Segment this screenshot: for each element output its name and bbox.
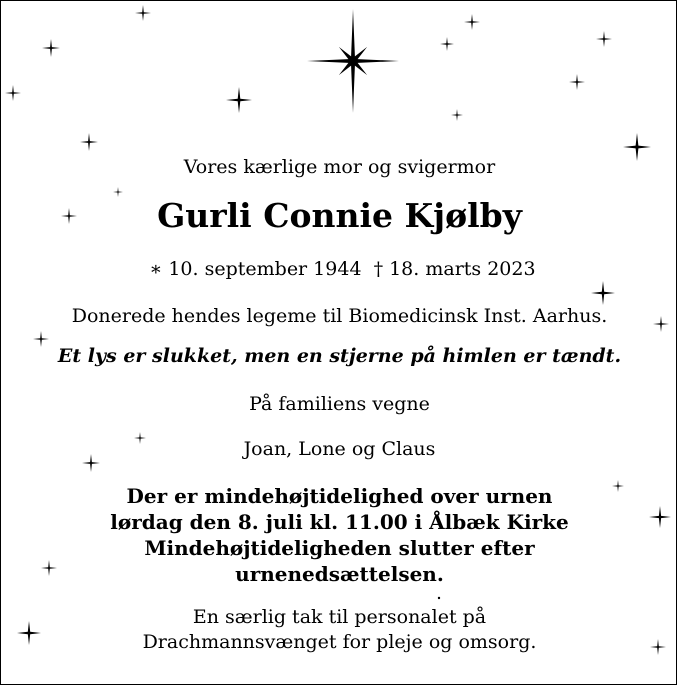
death-date: 18. marts 2023: [389, 258, 536, 280]
memorial-line: Mindehøjtideligheden slutter efter: [144, 536, 535, 560]
thanks-text: [41, 605, 638, 655]
motto-line: Et lys er slukket, men en stjerne på himlen er tændt.: [57, 345, 622, 367]
sparkle-star-icon: [591, 281, 615, 305]
sparkle-star-icon: [649, 506, 671, 528]
memorial-line: lørdag den 8. juli kl. 11.00 i Ålbæk Kirke: [110, 510, 569, 534]
sparkle-star-icon: [17, 621, 41, 645]
thanks-line: Drachmannsvænget for pleje og omsorg.: [142, 631, 537, 653]
sparkle-star-icon: [596, 31, 612, 47]
memorial-announcement: [41, 483, 638, 587]
sparkle-star-icon: [464, 14, 480, 30]
sparkle-star-icon: [33, 331, 49, 347]
sparkle-star-icon: [113, 187, 123, 197]
memorial-line: Der er mindehøjtidelighed over urnen: [126, 484, 553, 508]
sparkle-star-icon: [226, 87, 252, 113]
deceased-name: Gurli Connie Kjølby: [157, 196, 522, 235]
family-names: Joan, Lone og Claus: [243, 438, 436, 460]
memorial-line: urnenedsættelsen.: [235, 562, 444, 586]
sparkle-star-icon: [42, 39, 60, 57]
sparkle-star-icon: [80, 133, 98, 151]
sparkle-star-icon: [135, 5, 151, 21]
sparkle-star-icon: [451, 109, 463, 121]
family-line: På familiens vegne: [249, 393, 430, 415]
sparkle-star-icon: [440, 37, 454, 51]
death-symbol: †: [373, 258, 384, 280]
life-dates: [1, 260, 677, 279]
thanks-line: En særlig tak til personalet på: [192, 606, 487, 628]
intro-line: Vores kærlige mor og svigermor: [183, 156, 496, 178]
birth-date: 10. september 1944: [168, 258, 362, 280]
sparkle-star-icon: [569, 74, 585, 90]
donation-line: Donerede hendes legeme til Biomedicinsk Inst. Aarhus.: [71, 305, 608, 327]
birth-symbol: ∗: [149, 258, 163, 280]
sparkle-star-icon: [623, 133, 651, 161]
sparkle-star-icon: [5, 85, 21, 101]
north-star-icon: [307, 9, 399, 113]
tiny-dot-icon: [438, 597, 440, 599]
sparkle-star-icon: [650, 639, 666, 655]
